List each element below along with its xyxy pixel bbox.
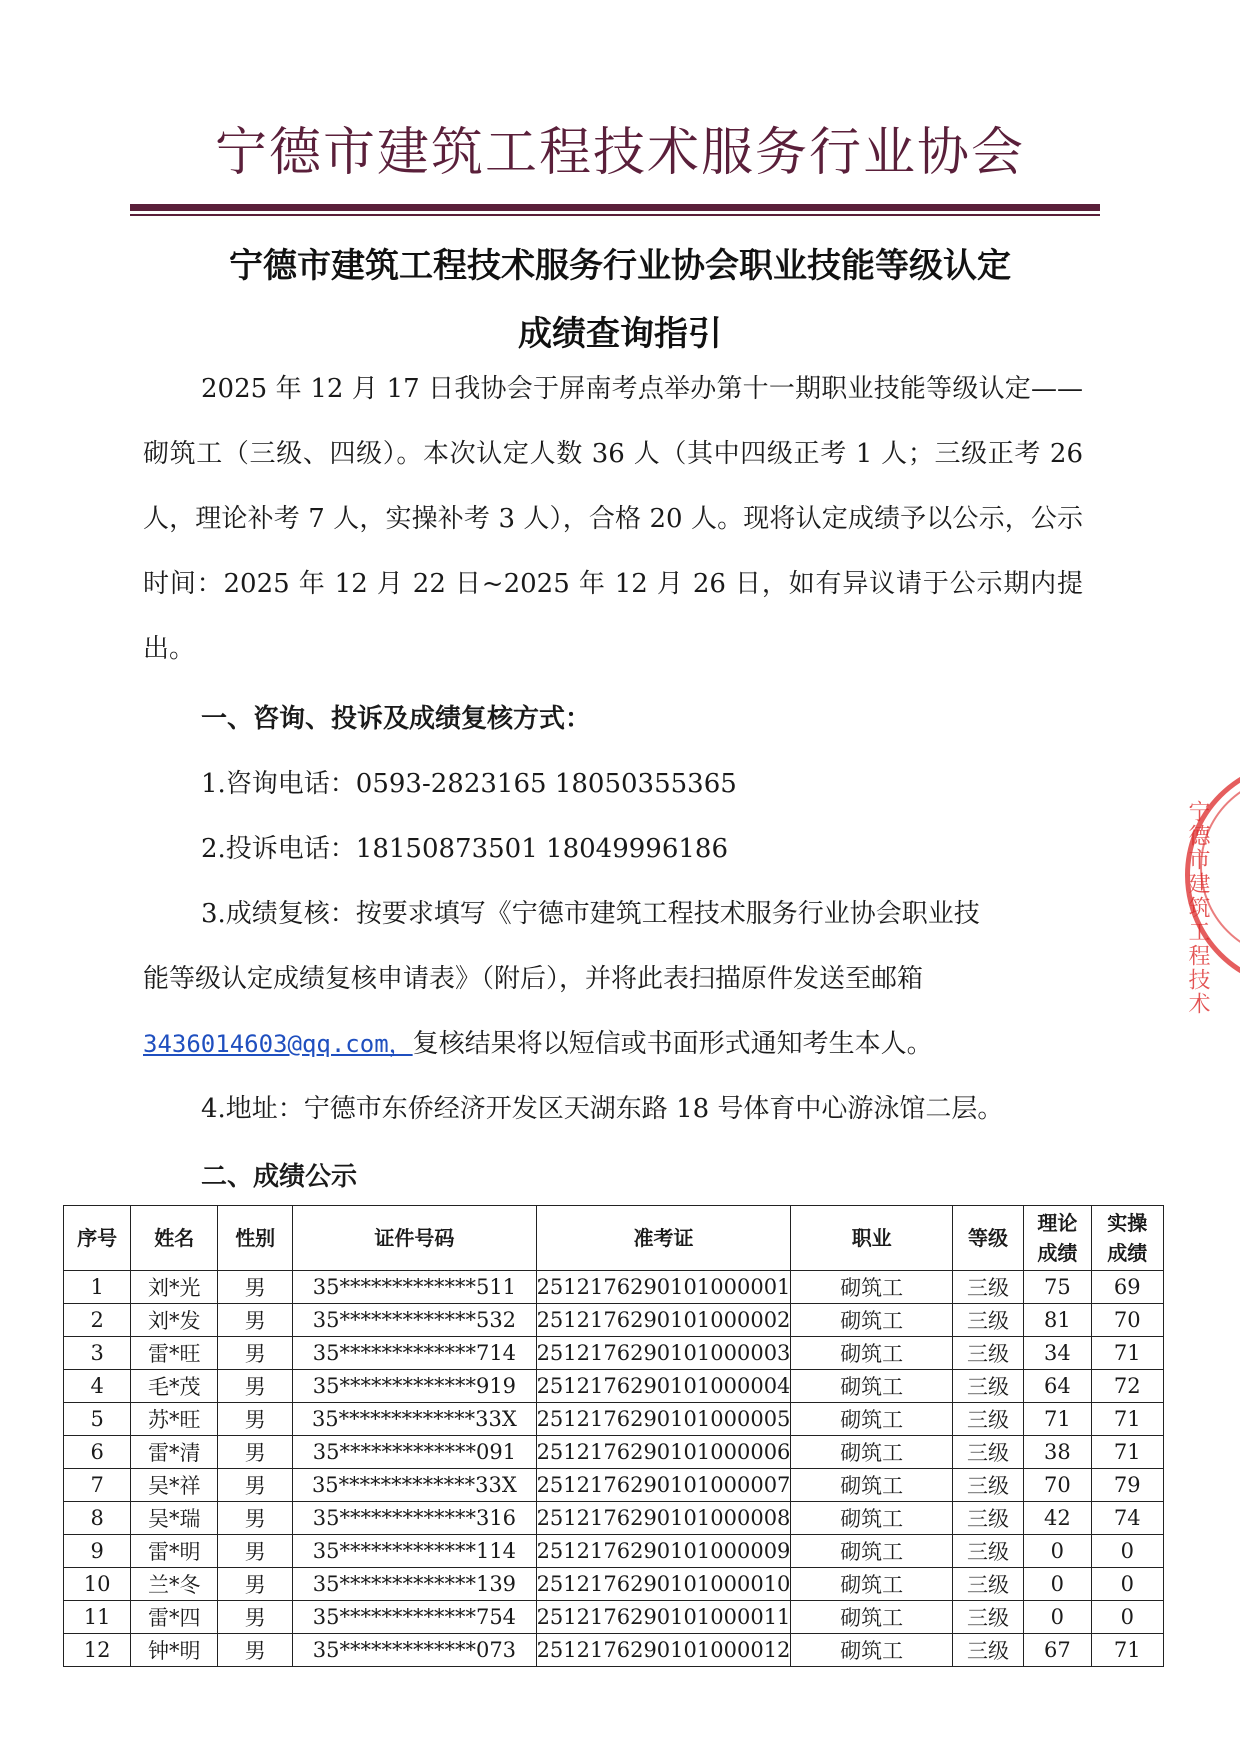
cell-id-number: 35*************114 xyxy=(293,1535,536,1568)
cell-exam-ticket: 2512176290101000011 xyxy=(536,1601,791,1634)
email-link[interactable]: 3436014603@qq.com， xyxy=(143,1030,413,1058)
cell-level: 三级 xyxy=(952,1403,1023,1436)
cell-id-number: 35*************714 xyxy=(293,1337,536,1370)
cell-theory-score: 0 xyxy=(1024,1568,1091,1601)
cell-name: 苏*旺 xyxy=(131,1403,218,1436)
cell-index: 7 xyxy=(64,1469,131,1502)
cell-practical-score: 79 xyxy=(1091,1469,1163,1502)
cell-theory-score: 38 xyxy=(1024,1436,1091,1469)
cell-occupation: 砌筑工 xyxy=(791,1469,953,1502)
cell-name: 雷*旺 xyxy=(131,1337,218,1370)
cell-gender: 男 xyxy=(218,1634,293,1667)
cell-exam-ticket: 2512176290101000002 xyxy=(536,1304,791,1337)
review-line1: 3.成绩复核：按要求填写《宁德市建筑工程技术服务行业协会职业技 xyxy=(201,899,980,929)
cell-gender: 男 xyxy=(218,1337,293,1370)
cell-level: 三级 xyxy=(952,1601,1023,1634)
cell-occupation: 砌筑工 xyxy=(791,1337,953,1370)
cell-id-number: 35*************532 xyxy=(293,1304,536,1337)
table-row xyxy=(64,1271,1164,1304)
org-letterhead-title: 宁德市建筑工程技术服务行业协会 xyxy=(214,123,1025,183)
official-seal-text: 宁德市建筑工程技术 xyxy=(1185,800,1210,1016)
address: 4.地址：宁德市东侨经济开发区天湖东路 18 号体育中心游泳馆二层。 xyxy=(201,1094,1004,1124)
cell-name: 雷*明 xyxy=(131,1535,218,1568)
col-header-theory-score: 理论成绩 xyxy=(1024,1206,1091,1271)
cell-gender: 男 xyxy=(218,1568,293,1601)
cell-exam-ticket: 2512176290101000004 xyxy=(536,1370,791,1403)
cell-index: 8 xyxy=(64,1502,131,1535)
cell-gender: 男 xyxy=(218,1370,293,1403)
table-row xyxy=(64,1304,1164,1337)
cell-theory-score: 70 xyxy=(1024,1469,1091,1502)
cell-id-number: 35*************33X xyxy=(293,1403,536,1436)
cell-occupation: 砌筑工 xyxy=(791,1634,953,1667)
cell-theory-score: 75 xyxy=(1024,1271,1091,1304)
col-header-occupation: 职业 xyxy=(791,1206,953,1271)
cell-name: 吴*祥 xyxy=(131,1469,218,1502)
cell-practical-score: 69 xyxy=(1091,1271,1163,1304)
cell-level: 三级 xyxy=(952,1502,1023,1535)
cell-theory-score: 67 xyxy=(1024,1634,1091,1667)
cell-gender: 男 xyxy=(218,1403,293,1436)
cell-level: 三级 xyxy=(952,1304,1023,1337)
document-title-line2: 成绩查询指引 xyxy=(518,314,722,354)
cell-occupation: 砌筑工 xyxy=(791,1436,953,1469)
review-line3 xyxy=(143,1023,933,1060)
cell-gender: 男 xyxy=(218,1436,293,1469)
cell-level: 三级 xyxy=(952,1337,1023,1370)
cell-id-number: 35*************073 xyxy=(293,1634,536,1667)
col-header-index: 序号 xyxy=(64,1206,131,1271)
cell-index: 9 xyxy=(64,1535,131,1568)
cell-index: 12 xyxy=(64,1634,131,1667)
cell-gender: 男 xyxy=(218,1601,293,1634)
cell-level: 三级 xyxy=(952,1568,1023,1601)
table-row xyxy=(64,1436,1164,1469)
cell-level: 三级 xyxy=(952,1271,1023,1304)
cell-index: 1 xyxy=(64,1271,131,1304)
table-row xyxy=(64,1535,1164,1568)
cell-gender: 男 xyxy=(218,1502,293,1535)
table-row xyxy=(64,1337,1164,1370)
cell-occupation: 砌筑工 xyxy=(791,1403,953,1436)
cell-index: 11 xyxy=(64,1601,131,1634)
cell-id-number: 35*************919 xyxy=(293,1370,536,1403)
cell-index: 4 xyxy=(64,1370,131,1403)
cell-practical-score: 72 xyxy=(1091,1370,1163,1403)
cell-theory-score: 42 xyxy=(1024,1502,1091,1535)
cell-practical-score: 71 xyxy=(1091,1337,1163,1370)
cell-exam-ticket: 2512176290101000006 xyxy=(536,1436,791,1469)
cell-gender: 男 xyxy=(218,1469,293,1502)
cell-occupation: 砌筑工 xyxy=(791,1271,953,1304)
cell-theory-score: 64 xyxy=(1024,1370,1091,1403)
table-header-row xyxy=(64,1206,1164,1271)
cell-exam-ticket: 2512176290101000010 xyxy=(536,1568,791,1601)
table-row xyxy=(64,1370,1164,1403)
cell-gender: 男 xyxy=(218,1271,293,1304)
cell-index: 5 xyxy=(64,1403,131,1436)
letterhead-rule-thin xyxy=(130,214,1100,216)
document-title-line1: 宁德市建筑工程技术服务行业协会职业技能等级认定 xyxy=(229,246,1011,286)
cell-name: 雷*四 xyxy=(131,1601,218,1634)
scores-table xyxy=(63,1205,1164,1667)
intro-paragraph: 2025 年 12 月 17 日我协会于屏南考点举办第十一期职业技能等级认定——砌筑工（三级、四级）。本次认定人数 36 人（其中四级正考 1 人；三级正考 26 人，理论补考 7 人，实操补考 3 人），合格 20 人。现将认定成绩予以公示，公示时间：2025 年 12 月 22 日~2025 年 12 月 26 日，如有异议请于公示期内提出。 xyxy=(143,374,1083,664)
cell-exam-ticket: 2512176290101000009 xyxy=(536,1535,791,1568)
section2-heading: 二、成绩公示 xyxy=(201,1162,358,1192)
cell-practical-score: 74 xyxy=(1091,1502,1163,1535)
review-line2: 能等级认定成绩复核申请表》（附后），并将此表扫描原件发送至邮箱 xyxy=(143,964,924,994)
cell-theory-score: 0 xyxy=(1024,1601,1091,1634)
cell-theory-score: 81 xyxy=(1024,1304,1091,1337)
cell-index: 2 xyxy=(64,1304,131,1337)
cell-id-number: 35*************139 xyxy=(293,1568,536,1601)
letterhead-rule-thick xyxy=(130,204,1100,211)
cell-practical-score: 0 xyxy=(1091,1601,1163,1634)
cell-level: 三级 xyxy=(952,1469,1023,1502)
col-header-name: 姓名 xyxy=(131,1206,218,1271)
cell-index: 6 xyxy=(64,1436,131,1469)
cell-practical-score: 71 xyxy=(1091,1436,1163,1469)
cell-occupation: 砌筑工 xyxy=(791,1304,953,1337)
cell-exam-ticket: 2512176290101000005 xyxy=(536,1403,791,1436)
cell-level: 三级 xyxy=(952,1535,1023,1568)
cell-practical-score: 0 xyxy=(1091,1568,1163,1601)
cell-id-number: 35*************316 xyxy=(293,1502,536,1535)
section1-heading: 一、咨询、投诉及成绩复核方式： xyxy=(201,704,592,734)
cell-theory-score: 71 xyxy=(1024,1403,1091,1436)
cell-practical-score: 71 xyxy=(1091,1634,1163,1667)
cell-id-number: 35*************754 xyxy=(293,1601,536,1634)
cell-name: 雷*清 xyxy=(131,1436,218,1469)
cell-gender: 男 xyxy=(218,1535,293,1568)
cell-exam-ticket: 2512176290101000001 xyxy=(536,1271,791,1304)
col-header-id-number: 证件号码 xyxy=(293,1206,536,1271)
cell-exam-ticket: 2512176290101000003 xyxy=(536,1337,791,1370)
review-line3-rest: 复核结果将以短信或书面形式通知考生本人。 xyxy=(412,1029,933,1059)
col-header-level: 等级 xyxy=(952,1206,1023,1271)
cell-exam-ticket: 2512176290101000008 xyxy=(536,1502,791,1535)
table-row xyxy=(64,1634,1164,1667)
table-body xyxy=(64,1271,1164,1667)
cell-theory-score: 34 xyxy=(1024,1337,1091,1370)
table-row xyxy=(64,1568,1164,1601)
cell-occupation: 砌筑工 xyxy=(791,1601,953,1634)
table-row xyxy=(64,1403,1164,1436)
cell-id-number: 35*************33X xyxy=(293,1469,536,1502)
cell-name: 兰*冬 xyxy=(131,1568,218,1601)
cell-practical-score: 0 xyxy=(1091,1535,1163,1568)
col-header-gender: 性别 xyxy=(218,1206,293,1271)
cell-index: 3 xyxy=(64,1337,131,1370)
cell-name: 钟*明 xyxy=(131,1634,218,1667)
cell-practical-score: 71 xyxy=(1091,1403,1163,1436)
cell-index: 10 xyxy=(64,1568,131,1601)
cell-id-number: 35*************511 xyxy=(293,1271,536,1304)
col-header-exam-ticket: 准考证 xyxy=(536,1206,791,1271)
cell-level: 三级 xyxy=(952,1436,1023,1469)
cell-practical-score: 70 xyxy=(1091,1304,1163,1337)
cell-theory-score: 0 xyxy=(1024,1535,1091,1568)
cell-name: 刘*发 xyxy=(131,1304,218,1337)
cell-name: 刘*光 xyxy=(131,1271,218,1304)
cell-level: 三级 xyxy=(952,1634,1023,1667)
cell-name: 毛*茂 xyxy=(131,1370,218,1403)
cell-exam-ticket: 2512176290101000007 xyxy=(536,1469,791,1502)
cell-id-number: 35*************091 xyxy=(293,1436,536,1469)
cell-occupation: 砌筑工 xyxy=(791,1568,953,1601)
col-header-practical-score: 实操成绩 xyxy=(1091,1206,1163,1271)
cell-level: 三级 xyxy=(952,1370,1023,1403)
cell-occupation: 砌筑工 xyxy=(791,1502,953,1535)
cell-occupation: 砌筑工 xyxy=(791,1535,953,1568)
cell-exam-ticket: 2512176290101000012 xyxy=(536,1634,791,1667)
table-row xyxy=(64,1502,1164,1535)
consult-phone: 1.咨询电话：0593-2823165 18050355365 xyxy=(201,769,737,799)
table-row xyxy=(64,1469,1164,1502)
complaint-phone: 2.投诉电话：18150873501 18049996186 xyxy=(201,834,728,864)
cell-occupation: 砌筑工 xyxy=(791,1370,953,1403)
cell-name: 吴*瑞 xyxy=(131,1502,218,1535)
cell-gender: 男 xyxy=(218,1304,293,1337)
table-row xyxy=(64,1601,1164,1634)
